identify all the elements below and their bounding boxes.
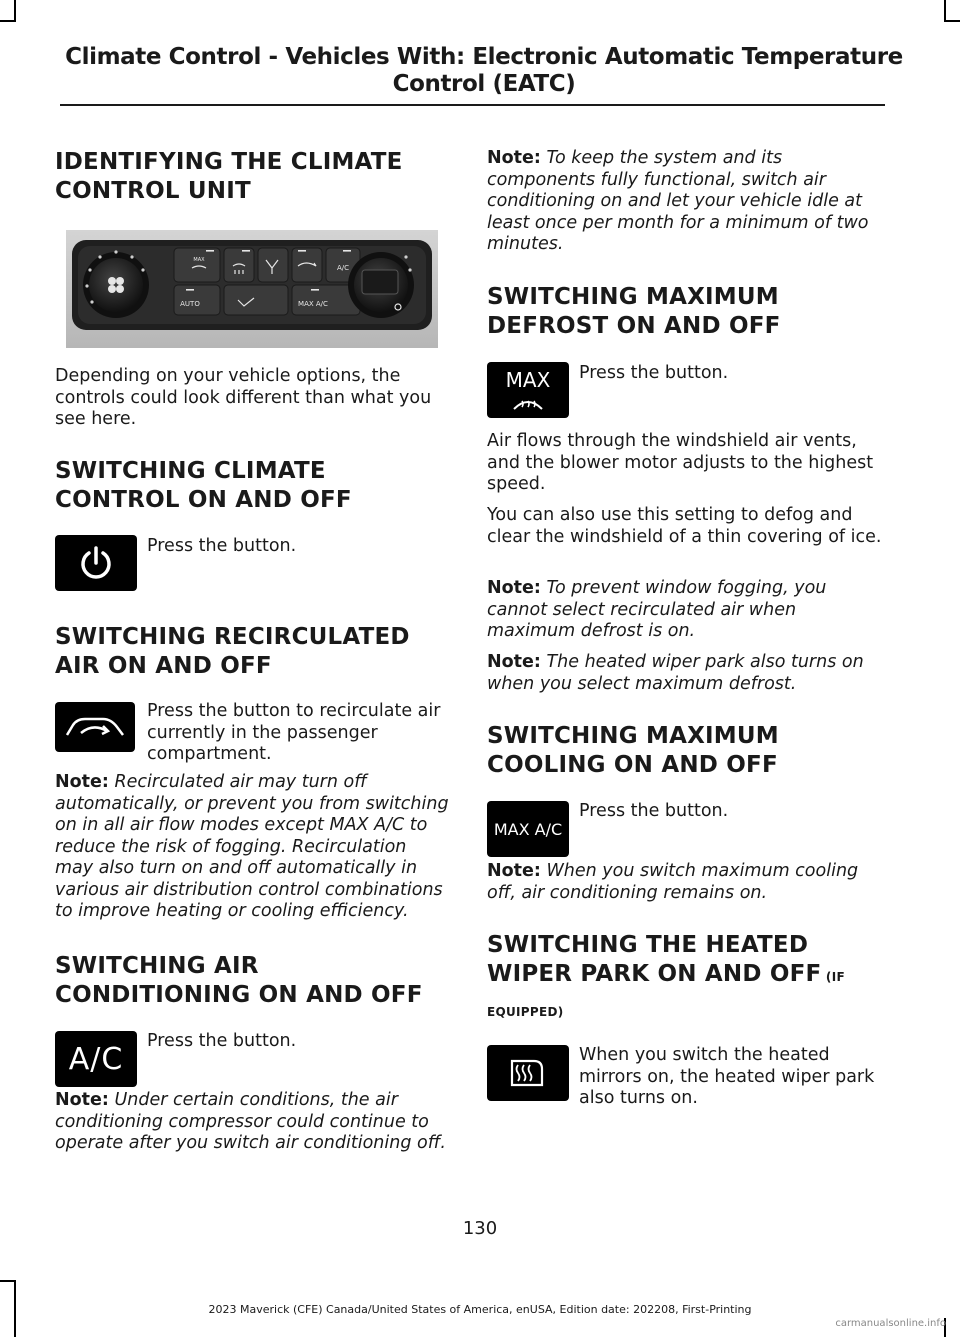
- windshield-defrost-glyph: [511, 391, 545, 411]
- note-text: To keep the system and its components fully functional, switch air conditioning on and let your vehicle idle at least once per month for a minimum of two minutes.: [487, 148, 869, 254]
- max-cooling-text: Press the button.: [579, 801, 729, 821]
- heading-line: SWITCHING MAXIMUM: [487, 284, 779, 310]
- identify-text: Depending on your vehicle options, the controls could look different than what you see here.: [55, 366, 432, 429]
- heading-main: WIPER PARK ON AND OFF: [487, 961, 822, 987]
- panel-label-auto: AUTO: [180, 300, 200, 308]
- heading-line: SWITCHING AIR: [55, 953, 259, 979]
- crop-mark: [944, 0, 946, 22]
- crop-mark: [0, 1280, 16, 1282]
- recirculated-note: [55, 772, 450, 923]
- note-label: Note:: [487, 578, 541, 598]
- max-defrost-icon: [487, 362, 569, 418]
- max-defrost-p2: You can also use this setting to defog and clear the windshield of a thin covering of ice.: [487, 505, 882, 547]
- heading-line: COOLING ON AND OFF: [487, 752, 778, 778]
- heated-mirror-icon: [487, 1045, 569, 1101]
- heated-wiper-text: When you switch the heated mirrors on, the heated wiper park also turns on.: [579, 1045, 875, 1108]
- heading-line: DEFROST ON AND OFF: [487, 313, 781, 339]
- heading-recirculated-air: [55, 623, 455, 681]
- heading-qualifier: (IF: [821, 970, 845, 984]
- heading-maximum-defrost: [487, 283, 887, 341]
- max-ac-icon-label: MAX A/C: [493, 819, 563, 839]
- note-label: Note:: [55, 772, 109, 792]
- page-number: 130: [462, 1218, 498, 1239]
- climate-panel-illustration: [66, 230, 438, 348]
- crop-mark: [14, 0, 16, 22]
- page-header: [40, 44, 928, 98]
- note-text: The heated wiper park also turns on when you select maximum defrost.: [487, 652, 864, 694]
- header-title-line1: Climate Control - Vehicles With: Electronic Automatic Temperature: [65, 44, 903, 70]
- recirculated-text: Press the button to recirculate air currently in the passenger compartment.: [147, 701, 441, 764]
- heading-line: [487, 960, 907, 992]
- heading-line: SWITCHING MAXIMUM: [487, 723, 779, 749]
- panel-label-ac: A/C: [336, 264, 350, 272]
- crop-mark: [944, 20, 960, 22]
- heading-qualifier: EQUIPPED): [487, 1005, 564, 1019]
- heading-climate-on-off: [55, 457, 455, 515]
- ac-icon-label: A/C: [68, 1041, 124, 1077]
- heading-air-conditioning: [55, 952, 455, 1010]
- edition-info: 2023 Maverick (CFE) Canada/United States of America, enUSA, Edition date: 202208, First-Printing: [208, 1303, 752, 1316]
- heading-line: AIR ON AND OFF: [55, 653, 272, 679]
- max-cooling-note: [487, 861, 882, 904]
- panel-label-max-ac: MAX A/C: [298, 300, 328, 308]
- note-label: Note:: [487, 652, 541, 672]
- crop-mark: [0, 20, 16, 22]
- heading-maximum-cooling: [487, 722, 887, 780]
- panel-label-max: MAX: [193, 257, 205, 263]
- note-text: Recirculated air may turn off automatically, or prevent you from switching on in all air flow modes except MAX A/C to reduce the risk of fogging. Recirculation may also turn on and off automatically in various air distribution control combinations to improve heating or cooling efficiency.: [55, 772, 449, 921]
- climate-control-unit-photo: [66, 230, 438, 348]
- heading-identifying: [55, 148, 455, 206]
- max-defrost-note1: [487, 578, 882, 643]
- heading-line: CONTROL UNIT: [55, 178, 251, 204]
- note-label: Note:: [55, 1090, 109, 1110]
- note-label: Note:: [487, 148, 541, 168]
- note-text: Under certain conditions, the air conditioning compressor could continue to operate after you switch air conditioning off.: [55, 1090, 446, 1153]
- max-defrost-icon-label: MAX: [505, 368, 551, 392]
- climate-on-off-text: Press the button.: [147, 536, 297, 556]
- header-divider: [60, 104, 885, 106]
- heading-line: CONTROL ON AND OFF: [55, 487, 352, 513]
- ac-maintenance-note: [487, 148, 882, 256]
- note-text: When you switch maximum cooling off, air conditioning remains on.: [487, 861, 859, 903]
- heading-line: IDENTIFYING THE CLIMATE: [55, 149, 403, 175]
- note-label: Note:: [487, 861, 541, 881]
- note-text: To prevent window fogging, you cannot select recirculated air when maximum defrost is on.: [487, 578, 827, 641]
- heading-line: SWITCHING CLIMATE: [55, 458, 326, 484]
- ac-button-icon: [55, 1031, 137, 1087]
- power-button-icon: [55, 535, 137, 591]
- max-ac-icon: [487, 801, 569, 857]
- heading-line: SWITCHING RECIRCULATED: [55, 624, 410, 650]
- max-defrost-p1: Air flows through the windshield air vents, and the blower motor adjusts to the highest speed.: [487, 431, 874, 494]
- heading-heated-wiper-park: [487, 931, 907, 1022]
- heading-line: SWITCHING THE HEATED: [487, 932, 809, 958]
- watermark: carmanualsonline.info: [835, 1318, 946, 1329]
- recirculation-icon: [55, 702, 135, 752]
- max-defrost-text: Press the button.: [579, 363, 729, 383]
- ac-note: [55, 1090, 450, 1155]
- heading-line: CONDITIONING ON AND OFF: [55, 982, 423, 1008]
- header-title-line2: Control (EATC): [392, 71, 576, 97]
- max-defrost-note2: [487, 652, 882, 695]
- ac-text: Press the button.: [147, 1031, 297, 1051]
